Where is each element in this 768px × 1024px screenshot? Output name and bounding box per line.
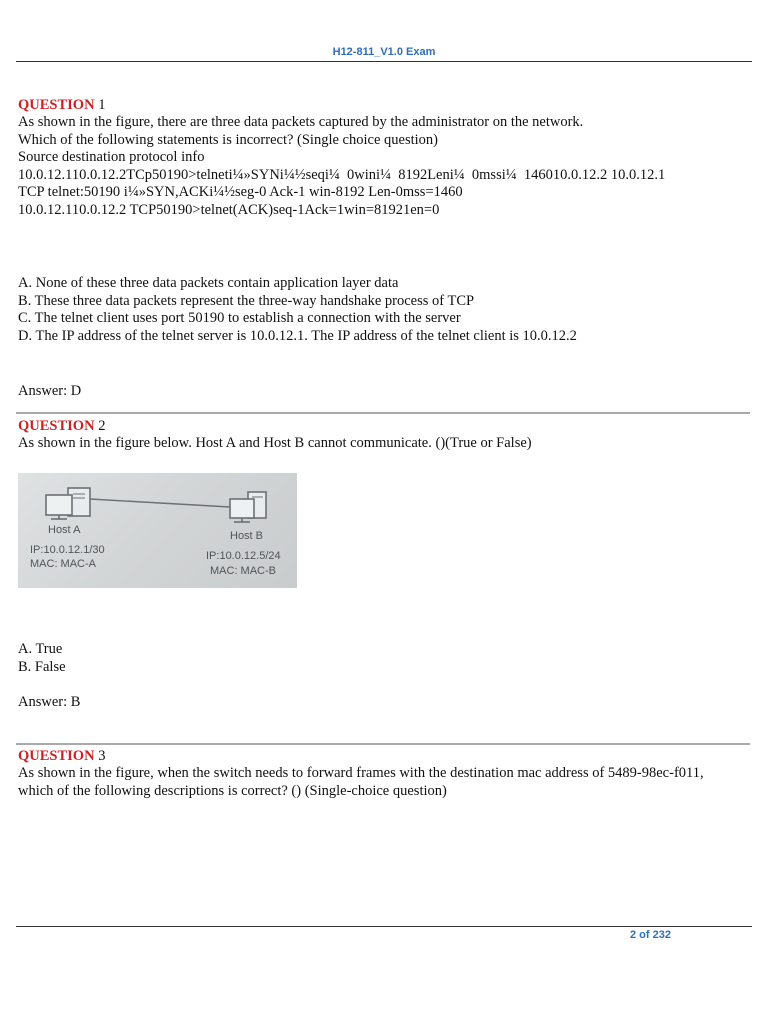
host-b-computer-icon (230, 492, 266, 522)
answer: Answer: D (18, 383, 82, 399)
question-label: QUESTION (18, 748, 95, 764)
question-1 (18, 96, 748, 219)
question-3-text-line: which of the following descriptions is correct? () (Single-choice question) (18, 782, 447, 799)
page-number: 2 of 232 (630, 929, 671, 941)
question-label: QUESTION (18, 418, 95, 434)
question-1-heading (18, 96, 748, 114)
packet-line-2: TCP telnet:50190 i¼»SYN,ACKi¼½seg-0 Ack-1 win-8192 Len-0mss=1460 (18, 184, 463, 200)
host-b-ip: IP:10.0.12.5/24 (206, 550, 281, 562)
option-a: A. True (18, 641, 63, 657)
question-1-options (18, 275, 748, 345)
page-header-title: H12-811_V1.0 Exam (332, 46, 436, 58)
question-2-heading (18, 417, 748, 435)
host-a-mac: MAC: MAC-A (30, 558, 96, 570)
option-c: C. The telnet client uses port 50190 to establish a connection with the server (18, 310, 461, 326)
host-a-computer-icon (46, 488, 90, 519)
host-b-mac: MAC: MAC-B (210, 565, 276, 577)
question-number: 2 (98, 418, 106, 434)
host-b-label: Host B (230, 530, 264, 542)
question-1-text-line: Which of the following statements is incorrect? (Single choice question) (18, 131, 438, 148)
option-d: D. The IP address of the telnet server is 10.0.12.1. The IP address of the telnet client is 10.0.12.2 (18, 327, 577, 344)
network-diagram-figure (18, 473, 297, 588)
question-2-answer-block (18, 694, 748, 712)
packet-line-1: 10.0.12.110.0.12.2TCp50190>telneti¼»SYNi¼½seqi¼ 0wini¼ 8192Leni¼ 0mssi¼ 146010.0.12.2 10.0.12.1 (18, 166, 666, 183)
header-divider (16, 61, 752, 62)
network-link (90, 499, 230, 507)
question-1-text-line: Source destination protocol info (18, 149, 205, 165)
question-2 (18, 417, 748, 453)
question-number: 3 (98, 748, 106, 764)
question-label: QUESTION (18, 97, 95, 113)
host-a-label: Host A (48, 524, 81, 536)
packet-line-3: 10.0.12.110.0.12.2 TCP50190>telnet(ACK)seq-1Ack=1win=81921en=0 (18, 201, 440, 218)
question-separator (16, 412, 750, 414)
footer-divider (16, 926, 752, 927)
question-number: 1 (98, 97, 106, 113)
question-3 (18, 747, 748, 800)
question-3-heading (18, 747, 748, 765)
question-2-text: As shown in the figure below. Host A and Host B cannot communicate. ()(True or False) (18, 435, 532, 451)
question-1-answer-block (18, 383, 748, 401)
option-b: B. False (18, 658, 66, 675)
option-b: B. These three data packets represent the three-way handshake process of TCP (18, 292, 475, 309)
host-a-ip: IP:10.0.12.1/30 (30, 544, 105, 556)
option-a: A. None of these three data packets contain application layer data (18, 275, 399, 291)
question-3-text-line: As shown in the figure, when the switch needs to forward frames with the destination mac address of 5489-98ec-f011, (18, 765, 704, 781)
question-2-options (18, 641, 748, 676)
answer: Answer: B (18, 694, 81, 710)
question-separator (16, 743, 750, 745)
question-1-text-line: As shown in the figure, there are three data packets captured by the administrator on the network. (18, 114, 584, 130)
